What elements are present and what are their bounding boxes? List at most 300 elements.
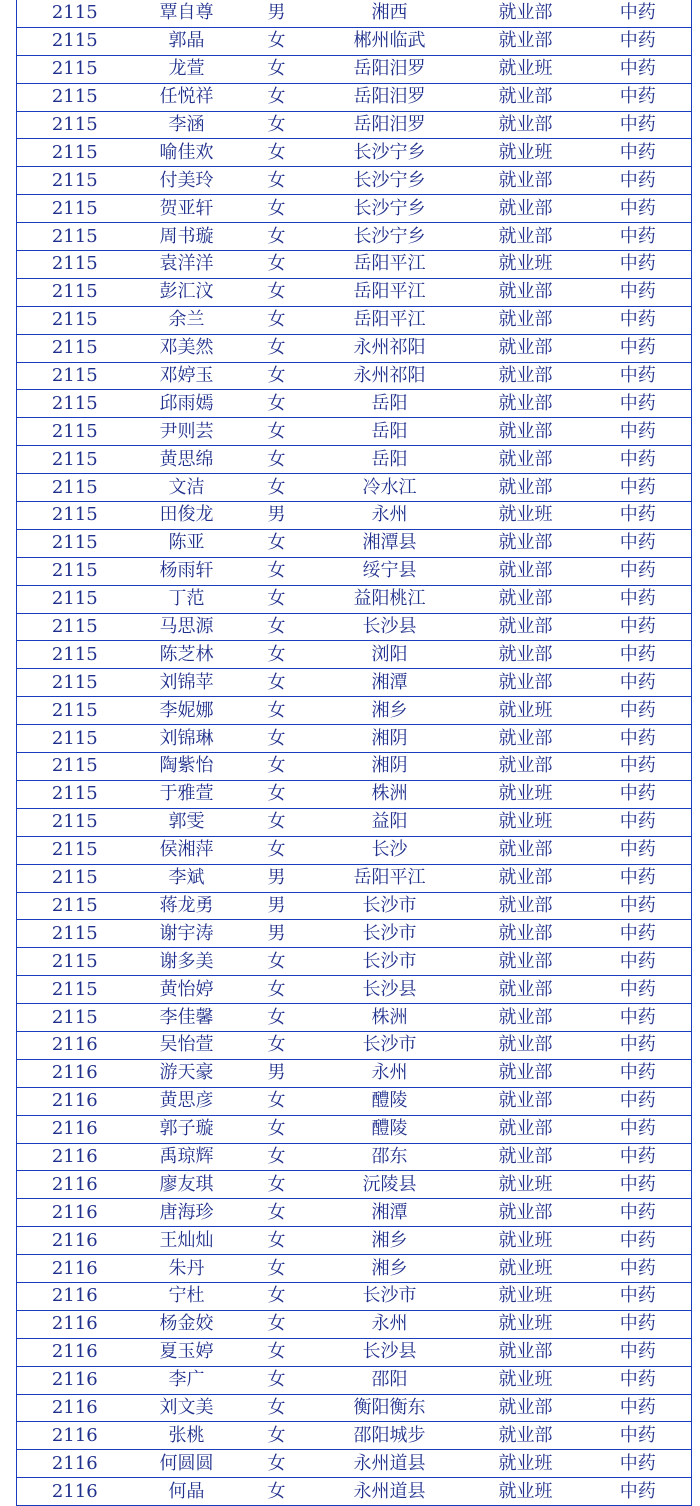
sex-cell: 女 bbox=[241, 251, 313, 279]
name-cell: 夏玉婷 bbox=[133, 1338, 241, 1366]
name-cell: 郭雯 bbox=[133, 808, 241, 836]
table-row bbox=[17, 613, 692, 641]
name-cell: 唐海珍 bbox=[133, 1199, 241, 1227]
table-row bbox=[17, 1450, 692, 1478]
major-cell: 中药 bbox=[585, 1338, 692, 1366]
major-cell: 中药 bbox=[585, 1087, 692, 1115]
table-row bbox=[17, 585, 692, 613]
class-cell: 2115 bbox=[17, 0, 133, 27]
major-cell: 中药 bbox=[585, 306, 692, 334]
sex-cell: 女 bbox=[241, 1450, 313, 1478]
dept-cell: 就业班 bbox=[467, 55, 585, 83]
table-row bbox=[17, 1199, 692, 1227]
place-cell: 湘潭 bbox=[313, 1199, 467, 1227]
class-cell: 2115 bbox=[17, 83, 133, 111]
place-cell: 湘潭县 bbox=[313, 529, 467, 557]
name-cell: 贺亚轩 bbox=[133, 195, 241, 223]
sex-cell: 女 bbox=[241, 557, 313, 585]
dept-cell: 就业部 bbox=[467, 920, 585, 948]
place-cell: 长沙市 bbox=[313, 920, 467, 948]
sex-cell: 女 bbox=[241, 1422, 313, 1450]
sex-cell: 女 bbox=[241, 808, 313, 836]
class-cell: 2115 bbox=[17, 585, 133, 613]
dept-cell: 就业部 bbox=[467, 223, 585, 251]
place-cell: 长沙市 bbox=[313, 1282, 467, 1310]
place-cell: 湘乡 bbox=[313, 697, 467, 725]
place-cell: 长沙 bbox=[313, 836, 467, 864]
table-row bbox=[17, 390, 692, 418]
dept-cell: 就业部 bbox=[467, 753, 585, 781]
place-cell: 岳阳平江 bbox=[313, 864, 467, 892]
place-cell: 株洲 bbox=[313, 1004, 467, 1032]
class-cell: 2115 bbox=[17, 808, 133, 836]
class-cell: 2115 bbox=[17, 278, 133, 306]
sex-cell: 女 bbox=[241, 334, 313, 362]
sex-cell: 女 bbox=[241, 725, 313, 753]
dept-cell: 就业部 bbox=[467, 948, 585, 976]
name-cell: 张桃 bbox=[133, 1422, 241, 1450]
table-row bbox=[17, 251, 692, 279]
class-cell: 2115 bbox=[17, 139, 133, 167]
major-cell: 中药 bbox=[585, 529, 692, 557]
place-cell: 岳阳 bbox=[313, 418, 467, 446]
class-cell: 2115 bbox=[17, 446, 133, 474]
name-cell: 黄思绵 bbox=[133, 446, 241, 474]
sex-cell: 男 bbox=[241, 1059, 313, 1087]
table-row bbox=[17, 1059, 692, 1087]
class-cell: 2116 bbox=[17, 1171, 133, 1199]
place-cell: 湘阴 bbox=[313, 753, 467, 781]
sex-cell: 女 bbox=[241, 195, 313, 223]
class-cell: 2116 bbox=[17, 1255, 133, 1283]
class-cell: 2116 bbox=[17, 1394, 133, 1422]
table-row bbox=[17, 1031, 692, 1059]
sex-cell: 男 bbox=[241, 920, 313, 948]
place-cell: 永州 bbox=[313, 502, 467, 530]
dept-cell: 就业部 bbox=[467, 83, 585, 111]
sex-cell: 女 bbox=[241, 1478, 313, 1506]
place-cell: 永州祁阳 bbox=[313, 362, 467, 390]
table-row bbox=[17, 27, 692, 55]
name-cell: 周书璇 bbox=[133, 223, 241, 251]
name-cell: 于雅萱 bbox=[133, 780, 241, 808]
table-row bbox=[17, 334, 692, 362]
sex-cell: 女 bbox=[241, 585, 313, 613]
place-cell: 岳阳平江 bbox=[313, 251, 467, 279]
major-cell: 中药 bbox=[585, 892, 692, 920]
name-cell: 李妮娜 bbox=[133, 697, 241, 725]
sex-cell: 女 bbox=[241, 836, 313, 864]
major-cell: 中药 bbox=[585, 753, 692, 781]
dept-cell: 就业部 bbox=[467, 0, 585, 27]
major-cell: 中药 bbox=[585, 390, 692, 418]
name-cell: 陈芝林 bbox=[133, 641, 241, 669]
sex-cell: 女 bbox=[241, 1087, 313, 1115]
name-cell: 禹琼辉 bbox=[133, 1143, 241, 1171]
name-cell: 文洁 bbox=[133, 474, 241, 502]
major-cell: 中药 bbox=[585, 111, 692, 139]
table-row bbox=[17, 1004, 692, 1032]
class-cell: 2115 bbox=[17, 55, 133, 83]
place-cell: 岳阳 bbox=[313, 390, 467, 418]
name-cell: 杨金姣 bbox=[133, 1310, 241, 1338]
dept-cell: 就业班 bbox=[467, 1450, 585, 1478]
class-cell: 2116 bbox=[17, 1031, 133, 1059]
major-cell: 中药 bbox=[585, 502, 692, 530]
sex-cell: 女 bbox=[241, 1255, 313, 1283]
sex-cell: 女 bbox=[241, 1338, 313, 1366]
class-cell: 2115 bbox=[17, 753, 133, 781]
place-cell: 长沙宁乡 bbox=[313, 195, 467, 223]
place-cell: 浏阳 bbox=[313, 641, 467, 669]
dept-cell: 就业部 bbox=[467, 334, 585, 362]
major-cell: 中药 bbox=[585, 362, 692, 390]
dept-cell: 就业部 bbox=[467, 1199, 585, 1227]
place-cell: 醴陵 bbox=[313, 1115, 467, 1143]
sex-cell: 女 bbox=[241, 111, 313, 139]
dept-cell: 就业班 bbox=[467, 1366, 585, 1394]
table-row bbox=[17, 836, 692, 864]
name-cell: 刘锦苹 bbox=[133, 669, 241, 697]
dept-cell: 就业部 bbox=[467, 641, 585, 669]
dept-cell: 就业部 bbox=[467, 1059, 585, 1087]
name-cell: 侯湘萍 bbox=[133, 836, 241, 864]
dept-cell: 就业班 bbox=[467, 1171, 585, 1199]
place-cell: 永州 bbox=[313, 1310, 467, 1338]
name-cell: 陶紫怡 bbox=[133, 753, 241, 781]
place-cell: 衡阳衡东 bbox=[313, 1394, 467, 1422]
place-cell: 岳阳平江 bbox=[313, 278, 467, 306]
class-cell: 2115 bbox=[17, 557, 133, 585]
dept-cell: 就业班 bbox=[467, 1478, 585, 1506]
major-cell: 中药 bbox=[585, 641, 692, 669]
sex-cell: 女 bbox=[241, 1004, 313, 1032]
place-cell: 湘潭 bbox=[313, 669, 467, 697]
major-cell: 中药 bbox=[585, 1199, 692, 1227]
major-cell: 中药 bbox=[585, 976, 692, 1004]
name-cell: 邓美然 bbox=[133, 334, 241, 362]
place-cell: 永州祁阳 bbox=[313, 334, 467, 362]
dept-cell: 就业部 bbox=[467, 836, 585, 864]
major-cell: 中药 bbox=[585, 474, 692, 502]
sex-cell: 女 bbox=[241, 55, 313, 83]
table-row bbox=[17, 83, 692, 111]
class-cell: 2115 bbox=[17, 529, 133, 557]
name-cell: 游天豪 bbox=[133, 1059, 241, 1087]
table-row bbox=[17, 195, 692, 223]
sex-cell: 女 bbox=[241, 1227, 313, 1255]
table-row bbox=[17, 418, 692, 446]
table-row bbox=[17, 1422, 692, 1450]
dept-cell: 就业部 bbox=[467, 474, 585, 502]
major-cell: 中药 bbox=[585, 1366, 692, 1394]
place-cell: 邵阳城步 bbox=[313, 1422, 467, 1450]
table-row bbox=[17, 948, 692, 976]
table-row bbox=[17, 139, 692, 167]
sex-cell: 女 bbox=[241, 1171, 313, 1199]
student-roster-table bbox=[16, 0, 692, 1506]
class-cell: 2115 bbox=[17, 362, 133, 390]
name-cell: 任悦祥 bbox=[133, 83, 241, 111]
sex-cell: 女 bbox=[241, 418, 313, 446]
class-cell: 2115 bbox=[17, 334, 133, 362]
table-row bbox=[17, 753, 692, 781]
name-cell: 田俊龙 bbox=[133, 502, 241, 530]
place-cell: 长沙市 bbox=[313, 948, 467, 976]
name-cell: 杨雨轩 bbox=[133, 557, 241, 585]
major-cell: 中药 bbox=[585, 808, 692, 836]
class-cell: 2115 bbox=[17, 892, 133, 920]
dept-cell: 就业部 bbox=[467, 195, 585, 223]
class-cell: 2115 bbox=[17, 1004, 133, 1032]
major-cell: 中药 bbox=[585, 1171, 692, 1199]
sex-cell: 女 bbox=[241, 83, 313, 111]
class-cell: 2115 bbox=[17, 251, 133, 279]
class-cell: 2115 bbox=[17, 780, 133, 808]
name-cell: 马思源 bbox=[133, 613, 241, 641]
sex-cell: 女 bbox=[241, 1394, 313, 1422]
place-cell: 湘乡 bbox=[313, 1227, 467, 1255]
place-cell: 邵东 bbox=[313, 1143, 467, 1171]
dept-cell: 就业班 bbox=[467, 251, 585, 279]
table-row bbox=[17, 641, 692, 669]
name-cell: 蒋龙勇 bbox=[133, 892, 241, 920]
sex-cell: 女 bbox=[241, 948, 313, 976]
dept-cell: 就业部 bbox=[467, 446, 585, 474]
sex-cell: 女 bbox=[241, 139, 313, 167]
major-cell: 中药 bbox=[585, 167, 692, 195]
major-cell: 中药 bbox=[585, 334, 692, 362]
table-row bbox=[17, 502, 692, 530]
name-cell: 郭晶 bbox=[133, 27, 241, 55]
table-row bbox=[17, 808, 692, 836]
class-cell: 2116 bbox=[17, 1199, 133, 1227]
class-cell: 2116 bbox=[17, 1478, 133, 1506]
place-cell: 醴陵 bbox=[313, 1087, 467, 1115]
table-row bbox=[17, 1310, 692, 1338]
table-row bbox=[17, 780, 692, 808]
major-cell: 中药 bbox=[585, 139, 692, 167]
place-cell: 永州道县 bbox=[313, 1478, 467, 1506]
major-cell: 中药 bbox=[585, 948, 692, 976]
name-cell: 黄怡婷 bbox=[133, 976, 241, 1004]
class-cell: 2115 bbox=[17, 613, 133, 641]
dept-cell: 就业部 bbox=[467, 864, 585, 892]
dept-cell: 就业部 bbox=[467, 669, 585, 697]
major-cell: 中药 bbox=[585, 585, 692, 613]
dept-cell: 就业部 bbox=[467, 306, 585, 334]
place-cell: 岳阳汨罗 bbox=[313, 55, 467, 83]
sex-cell: 女 bbox=[241, 529, 313, 557]
sex-cell: 女 bbox=[241, 753, 313, 781]
dept-cell: 就业部 bbox=[467, 278, 585, 306]
name-cell: 尹则芸 bbox=[133, 418, 241, 446]
name-cell: 何圆圆 bbox=[133, 1450, 241, 1478]
class-cell: 2116 bbox=[17, 1422, 133, 1450]
name-cell: 龙萱 bbox=[133, 55, 241, 83]
place-cell: 永州 bbox=[313, 1059, 467, 1087]
major-cell: 中药 bbox=[585, 1282, 692, 1310]
sex-cell: 女 bbox=[241, 446, 313, 474]
major-cell: 中药 bbox=[585, 1422, 692, 1450]
dept-cell: 就业部 bbox=[467, 976, 585, 1004]
class-cell: 2115 bbox=[17, 669, 133, 697]
name-cell: 李斌 bbox=[133, 864, 241, 892]
sex-cell: 女 bbox=[241, 1115, 313, 1143]
sex-cell: 女 bbox=[241, 390, 313, 418]
major-cell: 中药 bbox=[585, 195, 692, 223]
major-cell: 中药 bbox=[585, 251, 692, 279]
table-row bbox=[17, 223, 692, 251]
table-row bbox=[17, 557, 692, 585]
major-cell: 中药 bbox=[585, 725, 692, 753]
place-cell: 长沙宁乡 bbox=[313, 223, 467, 251]
sex-cell: 男 bbox=[241, 502, 313, 530]
major-cell: 中药 bbox=[585, 1478, 692, 1506]
class-cell: 2116 bbox=[17, 1059, 133, 1087]
dept-cell: 就业部 bbox=[467, 1338, 585, 1366]
table-row bbox=[17, 1282, 692, 1310]
dept-cell: 就业班 bbox=[467, 1282, 585, 1310]
dept-cell: 就业部 bbox=[467, 1394, 585, 1422]
dept-cell: 就业部 bbox=[467, 585, 585, 613]
table-row bbox=[17, 697, 692, 725]
dept-cell: 就业班 bbox=[467, 697, 585, 725]
sex-cell: 女 bbox=[241, 278, 313, 306]
class-cell: 2115 bbox=[17, 697, 133, 725]
dept-cell: 就业班 bbox=[467, 502, 585, 530]
place-cell: 湘西 bbox=[313, 0, 467, 27]
class-cell: 2116 bbox=[17, 1282, 133, 1310]
sex-cell: 女 bbox=[241, 223, 313, 251]
class-cell: 2115 bbox=[17, 223, 133, 251]
dept-cell: 就业班 bbox=[467, 139, 585, 167]
place-cell: 永州道县 bbox=[313, 1450, 467, 1478]
major-cell: 中药 bbox=[585, 446, 692, 474]
sex-cell: 女 bbox=[241, 27, 313, 55]
major-cell: 中药 bbox=[585, 1143, 692, 1171]
class-cell: 2115 bbox=[17, 167, 133, 195]
place-cell: 绥宁县 bbox=[313, 557, 467, 585]
place-cell: 长沙市 bbox=[313, 892, 467, 920]
table-row bbox=[17, 55, 692, 83]
name-cell: 付美玲 bbox=[133, 167, 241, 195]
class-cell: 2115 bbox=[17, 948, 133, 976]
major-cell: 中药 bbox=[585, 697, 692, 725]
dept-cell: 就业部 bbox=[467, 418, 585, 446]
major-cell: 中药 bbox=[585, 0, 692, 27]
major-cell: 中药 bbox=[585, 1115, 692, 1143]
name-cell: 何晶 bbox=[133, 1478, 241, 1506]
class-cell: 2116 bbox=[17, 1087, 133, 1115]
place-cell: 益阳桃江 bbox=[313, 585, 467, 613]
name-cell: 黄思彦 bbox=[133, 1087, 241, 1115]
dept-cell: 就业部 bbox=[467, 529, 585, 557]
major-cell: 中药 bbox=[585, 780, 692, 808]
name-cell: 袁洋洋 bbox=[133, 251, 241, 279]
name-cell: 廖友琪 bbox=[133, 1171, 241, 1199]
class-cell: 2115 bbox=[17, 27, 133, 55]
name-cell: 刘锦琳 bbox=[133, 725, 241, 753]
place-cell: 长沙县 bbox=[313, 1338, 467, 1366]
dept-cell: 就业部 bbox=[467, 1115, 585, 1143]
table-row bbox=[17, 1366, 692, 1394]
major-cell: 中药 bbox=[585, 864, 692, 892]
sex-cell: 女 bbox=[241, 362, 313, 390]
major-cell: 中药 bbox=[585, 1310, 692, 1338]
sex-cell: 女 bbox=[241, 1199, 313, 1227]
sex-cell: 女 bbox=[241, 1282, 313, 1310]
place-cell: 长沙县 bbox=[313, 976, 467, 1004]
name-cell: 喻佳欢 bbox=[133, 139, 241, 167]
table-row bbox=[17, 1394, 692, 1422]
name-cell: 彭汇汶 bbox=[133, 278, 241, 306]
major-cell: 中药 bbox=[585, 836, 692, 864]
class-cell: 2115 bbox=[17, 111, 133, 139]
place-cell: 郴州临武 bbox=[313, 27, 467, 55]
place-cell: 长沙宁乡 bbox=[313, 167, 467, 195]
sex-cell: 女 bbox=[241, 613, 313, 641]
table-row bbox=[17, 1255, 692, 1283]
major-cell: 中药 bbox=[585, 1227, 692, 1255]
class-cell: 2115 bbox=[17, 976, 133, 1004]
place-cell: 株洲 bbox=[313, 780, 467, 808]
major-cell: 中药 bbox=[585, 27, 692, 55]
table-row bbox=[17, 892, 692, 920]
table-row bbox=[17, 278, 692, 306]
major-cell: 中药 bbox=[585, 1255, 692, 1283]
sex-cell: 女 bbox=[241, 474, 313, 502]
name-cell: 李佳馨 bbox=[133, 1004, 241, 1032]
table-row bbox=[17, 725, 692, 753]
sex-cell: 女 bbox=[241, 1143, 313, 1171]
dept-cell: 就业部 bbox=[467, 1143, 585, 1171]
dept-cell: 就业班 bbox=[467, 1255, 585, 1283]
sex-cell: 男 bbox=[241, 0, 313, 27]
major-cell: 中药 bbox=[585, 83, 692, 111]
place-cell: 岳阳汨罗 bbox=[313, 83, 467, 111]
table-row bbox=[17, 920, 692, 948]
dept-cell: 就业部 bbox=[467, 613, 585, 641]
class-cell: 2115 bbox=[17, 390, 133, 418]
table-row bbox=[17, 1171, 692, 1199]
table-row bbox=[17, 0, 692, 27]
place-cell: 邵阳 bbox=[313, 1366, 467, 1394]
sex-cell: 女 bbox=[241, 306, 313, 334]
class-cell: 2116 bbox=[17, 1227, 133, 1255]
place-cell: 湘乡 bbox=[313, 1255, 467, 1283]
class-cell: 2115 bbox=[17, 474, 133, 502]
major-cell: 中药 bbox=[585, 920, 692, 948]
sex-cell: 女 bbox=[241, 697, 313, 725]
dept-cell: 就业部 bbox=[467, 362, 585, 390]
sex-cell: 男 bbox=[241, 892, 313, 920]
class-cell: 2115 bbox=[17, 195, 133, 223]
sex-cell: 女 bbox=[241, 780, 313, 808]
place-cell: 岳阳 bbox=[313, 446, 467, 474]
name-cell: 邓婷玉 bbox=[133, 362, 241, 390]
place-cell: 长沙宁乡 bbox=[313, 139, 467, 167]
table-row bbox=[17, 864, 692, 892]
table-row bbox=[17, 362, 692, 390]
name-cell: 谢多美 bbox=[133, 948, 241, 976]
table-row bbox=[17, 669, 692, 697]
sex-cell: 男 bbox=[241, 864, 313, 892]
name-cell: 王灿灿 bbox=[133, 1227, 241, 1255]
dept-cell: 就业班 bbox=[467, 1227, 585, 1255]
table-row bbox=[17, 446, 692, 474]
major-cell: 中药 bbox=[585, 557, 692, 585]
